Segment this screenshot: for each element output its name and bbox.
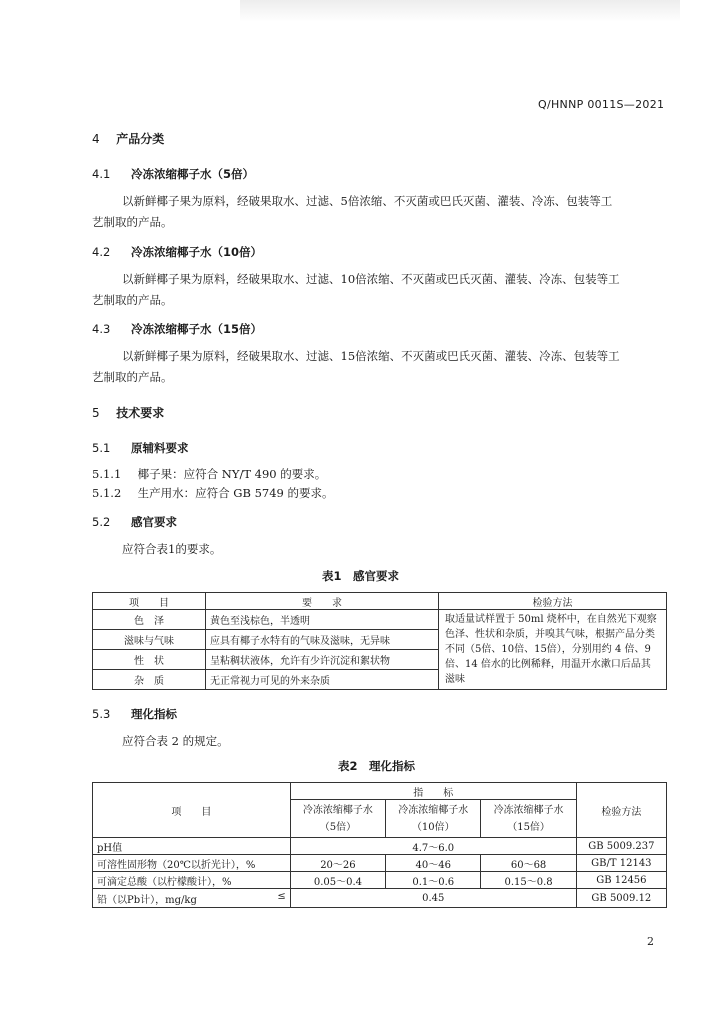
row-item: 铅（以Pb计），mg/kg bbox=[97, 894, 197, 906]
clause-number: 5.1.1 bbox=[92, 467, 122, 481]
paragraph-line: 应符合表 2 的规定。 bbox=[122, 734, 229, 748]
clause-5-1-1 bbox=[92, 466, 326, 482]
table-header: 项 目 bbox=[93, 593, 206, 610]
section-number: 5.3 bbox=[92, 707, 111, 721]
table-cell: 可溶性固形物（20℃以折光计），% bbox=[93, 855, 291, 872]
section-5-2-heading bbox=[92, 514, 177, 530]
subheader-name: 冷冻浓缩椰子水 bbox=[398, 804, 469, 816]
section-title: 感官要求 bbox=[131, 515, 178, 529]
table-subheader bbox=[290, 800, 385, 838]
limit-sign: ≤ bbox=[277, 890, 286, 902]
section-number: 4.1 bbox=[92, 167, 111, 181]
section-5-3-heading bbox=[92, 706, 177, 722]
table-cell: 黄色至浅棕色，半透明 bbox=[206, 610, 439, 630]
table-2-physicochemical bbox=[92, 782, 667, 908]
table-1-sensory bbox=[92, 592, 667, 690]
table-cell: pH值 bbox=[93, 838, 291, 855]
section-number: 5 bbox=[92, 406, 100, 420]
paragraph-line: 以新鲜椰子果为原料，经破果取水、过滤、5倍浓缩、不灭菌或巴氏灭菌、灌装、冷冻、包装等工 bbox=[122, 194, 613, 208]
table-cell: GB/T 12143 bbox=[576, 855, 666, 872]
table-cell: 色 泽 bbox=[93, 610, 206, 630]
section-title: 冷冻浓缩椰子水（15倍） bbox=[131, 322, 263, 336]
paragraph-line: 艺制取的产品。 bbox=[92, 293, 173, 307]
clause-text: 椰子果：应符合 NY/T 490 的要求。 bbox=[137, 467, 327, 481]
table-cell: 无正常视力可见的外来杂质 bbox=[206, 670, 439, 690]
section-4-heading bbox=[92, 130, 164, 147]
section-title: 技术要求 bbox=[116, 406, 165, 420]
table-cell: 0.1～0.6 bbox=[386, 872, 481, 889]
table-subheader bbox=[386, 800, 481, 838]
table-cell bbox=[93, 889, 291, 908]
subheader-multiple: （10倍） bbox=[411, 821, 455, 833]
section-5-1-heading bbox=[92, 440, 189, 456]
section-4-1-heading bbox=[92, 166, 254, 182]
table-header: 要 求 bbox=[206, 593, 439, 610]
table-cell: 呈粘稠状液体，允许有少许沉淀和絮状物 bbox=[206, 650, 439, 670]
paragraph-line: 艺制取的产品。 bbox=[92, 370, 173, 384]
section-4-3-heading bbox=[92, 321, 262, 337]
table-cell: GB 12456 bbox=[576, 872, 666, 889]
section-title: 冷冻浓缩椰子水（5倍） bbox=[131, 167, 255, 181]
table-cell: 0.45 bbox=[290, 889, 576, 908]
table-cell: 20～26 bbox=[290, 855, 385, 872]
table-cell: 4.7～6.0 bbox=[290, 838, 576, 855]
page-number: 2 bbox=[647, 935, 654, 948]
section-4-2-heading bbox=[92, 244, 262, 260]
paragraph-line: 应符合表1的要求。 bbox=[122, 542, 222, 556]
section-title: 原辅料要求 bbox=[131, 441, 189, 455]
table-cell: 性 状 bbox=[93, 650, 206, 670]
table-2-caption: 表2 理化指标 bbox=[338, 759, 416, 773]
table-cell: 0.15～0.8 bbox=[481, 872, 576, 889]
paragraph-line: 艺制取的产品。 bbox=[92, 215, 173, 229]
subheader-name: 冷冻浓缩椰子水 bbox=[493, 804, 564, 816]
section-number: 4.2 bbox=[92, 245, 111, 259]
section-number: 4.3 bbox=[92, 322, 111, 336]
table-cell: 40～46 bbox=[386, 855, 481, 872]
table-cell: GB 5009.12 bbox=[576, 889, 666, 908]
subheader-name: 冷冻浓缩椰子水 bbox=[302, 804, 373, 816]
table-cell: 应具有椰子水特有的气味及滋味，无异味 bbox=[206, 630, 439, 650]
section-number: 4 bbox=[92, 132, 100, 146]
table-header: 项 目 bbox=[93, 783, 291, 838]
document-code: Q/HNNP 0011S—2021 bbox=[538, 98, 665, 111]
table-subheader bbox=[481, 800, 576, 838]
table-cell: 滋味与气味 bbox=[93, 630, 206, 650]
section-title: 冷冻浓缩椰子水（10倍） bbox=[131, 245, 263, 259]
table-cell: 0.05～0.4 bbox=[290, 872, 385, 889]
section-number: 5.2 bbox=[92, 515, 111, 529]
scan-shadow bbox=[240, 0, 680, 22]
subheader-multiple: （15倍） bbox=[507, 821, 550, 833]
table-cell: 60～68 bbox=[481, 855, 576, 872]
clause-number: 5.1.2 bbox=[92, 486, 122, 500]
paragraph-line: 以新鲜椰子果为原料，经破果取水、过滤、10倍浓缩、不灭菌或巴氏灭菌、灌装、冷冻、包装等工 bbox=[122, 272, 620, 286]
table-header: 检验方法 bbox=[439, 593, 667, 610]
table-cell: GB 5009.237 bbox=[576, 838, 666, 855]
table-cell: 杂 质 bbox=[93, 670, 206, 690]
table-header: 指 标 bbox=[290, 783, 576, 800]
clause-5-1-2 bbox=[92, 485, 334, 501]
paragraph-line: 以新鲜椰子果为原料，经破果取水、过滤、15倍浓缩、不灭菌或巴氏灭菌、灌装、冷冻、包装等工 bbox=[122, 349, 620, 363]
table-header: 检验方法 bbox=[576, 783, 666, 838]
section-number: 5.1 bbox=[92, 441, 111, 455]
clause-text: 生产用水：应符合 GB 5749 的要求。 bbox=[137, 486, 334, 500]
subheader-multiple: （5倍） bbox=[319, 821, 357, 833]
table-cell: 可滴定总酸（以柠檬酸计），% bbox=[93, 872, 291, 889]
table-cell-method: 取适量试样置于 50ml 烧杯中，在自然光下观察色泽、性状和杂质，并嗅其气味，根据产品分类不同（5倍、10倍、15倍），分别用约 4 倍、9 倍、14 倍水的比例稀释，用温开水漱口后品其滋味 bbox=[439, 610, 667, 690]
section-title: 产品分类 bbox=[116, 132, 165, 146]
section-title: 理化指标 bbox=[131, 707, 178, 721]
section-5-heading bbox=[92, 404, 164, 421]
table-1-caption: 表1 感官要求 bbox=[322, 569, 400, 583]
